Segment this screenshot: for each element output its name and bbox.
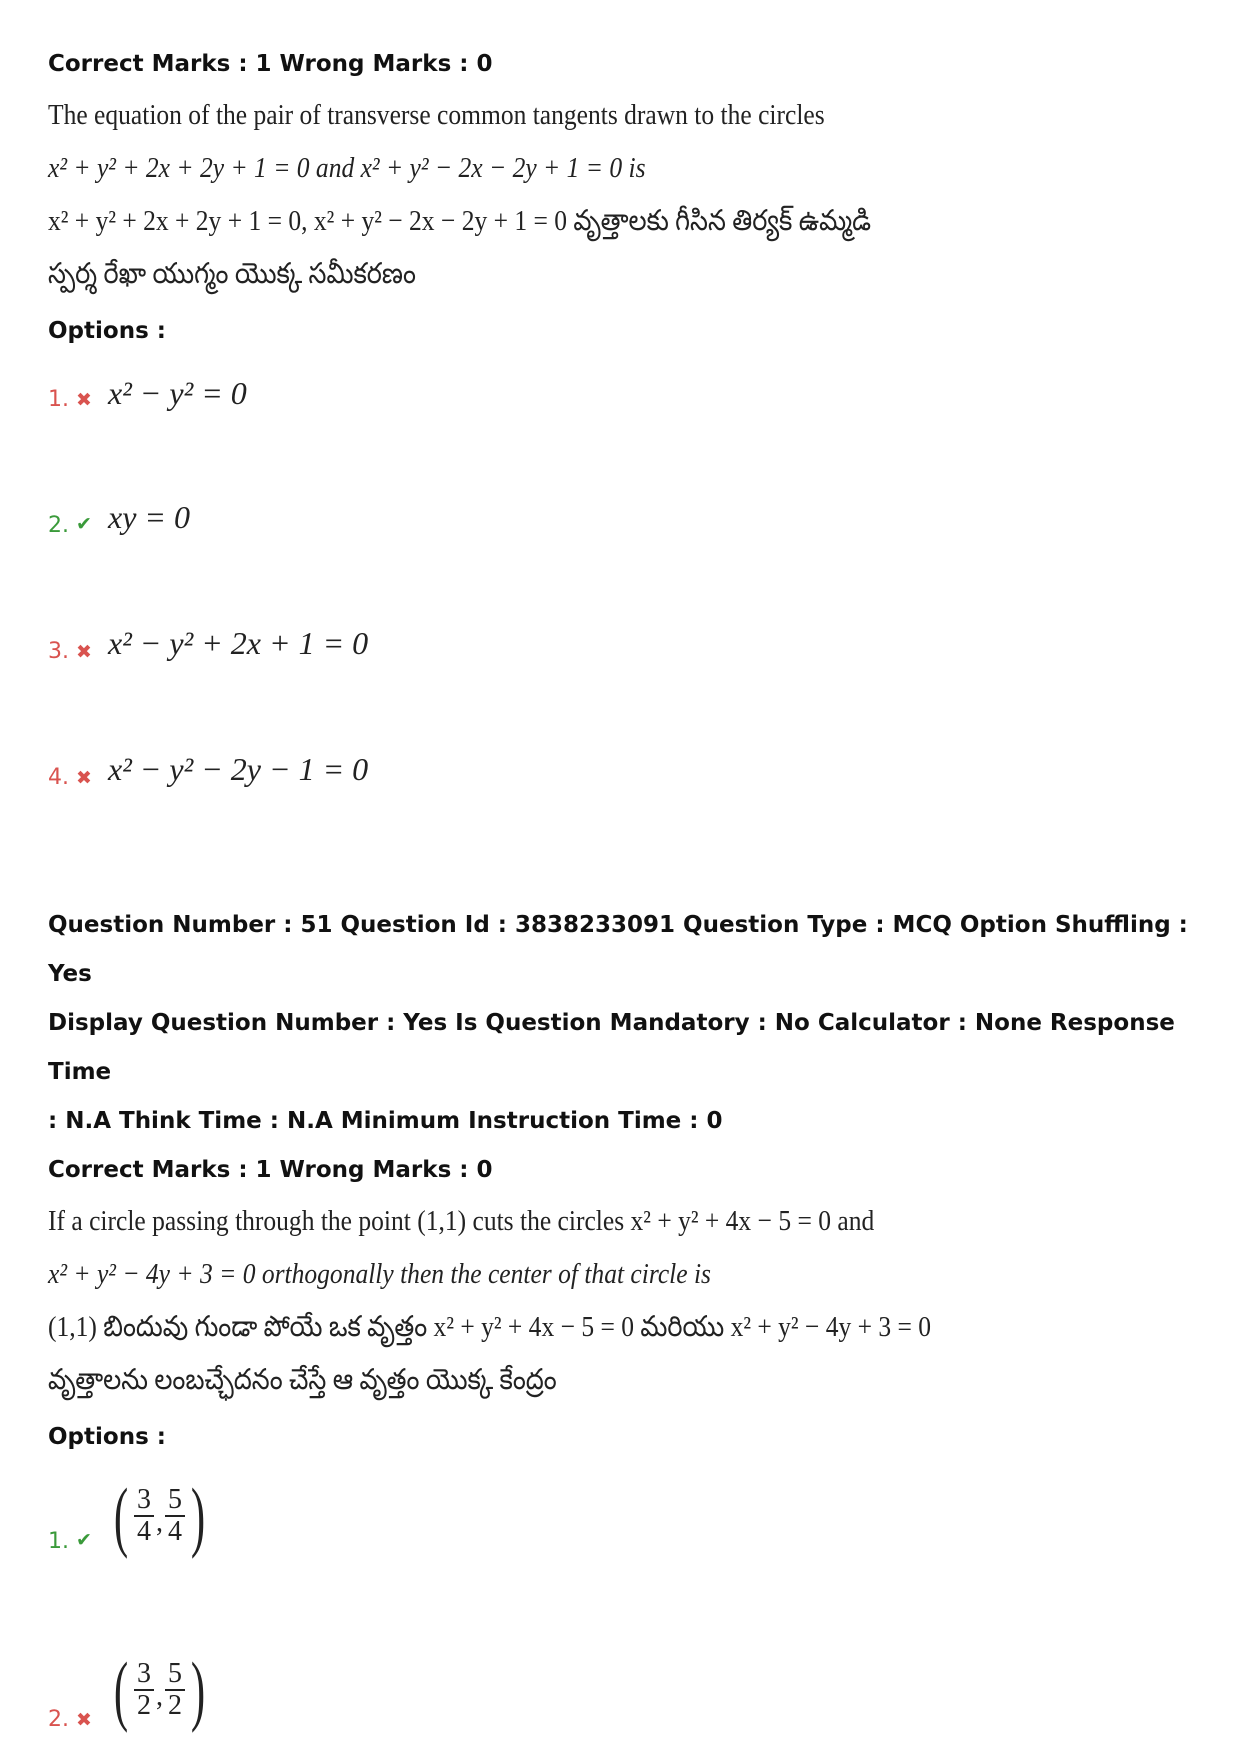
q50-marks: Correct Marks : 1 Wrong Marks : 0	[48, 51, 493, 77]
fraction-1	[134, 1485, 154, 1547]
denominator: 2	[136, 1690, 151, 1721]
q50-text-line-4: స్పర్శ రేఖా యుగ్మం యొక్క సమీకరణం	[48, 258, 416, 290]
option-number: 3.	[48, 639, 69, 664]
numerator: 3	[136, 1484, 151, 1515]
check-mark-icon: ✔	[76, 513, 92, 535]
q51-text-line-1: If a circle passing through the point (1,1) cuts the circles x² + y² + 4x − 5 = 0 and	[48, 1205, 875, 1237]
option-expression: x² − y² + 2x + 1 = 0	[108, 625, 369, 661]
q50-option-4	[48, 747, 1208, 901]
option-number: 2.	[48, 1707, 69, 1732]
q51-options-label: Options :	[48, 1424, 166, 1450]
q50-text-line-3: x² + y² + 2x + 2y + 1 = 0, x² + y² − 2x − 2y + 1 = 0 వృత్తాలకు గీసిన తిర్యక్ ఉమ్మడి	[48, 205, 871, 237]
numerator: 5	[167, 1484, 182, 1515]
left-paren: (	[113, 1472, 129, 1559]
option-fraction-pair	[108, 1646, 211, 1733]
question-page	[48, 40, 1208, 1749]
option-expression: x² − y² = 0	[108, 375, 247, 411]
q50-options-label: Options :	[48, 318, 166, 344]
q50-option-2	[48, 495, 1208, 621]
option-number: 4.	[48, 765, 69, 790]
q51-meta-line-2: Display Question Number : Yes Is Question Mandatory : No Calculator : None Response Time	[48, 1010, 1175, 1085]
numerator: 5	[167, 1658, 182, 1689]
q50-text-line-2: x² + y² + 2x + 2y + 1 = 0 and x² + y² − 2x − 2y + 1 = 0 is	[48, 152, 646, 184]
option-number: 1.	[48, 387, 69, 412]
right-paren: )	[190, 1472, 206, 1559]
numerator: 3	[136, 1658, 151, 1689]
right-paren: )	[190, 1646, 206, 1733]
q51-option-1	[48, 1459, 1208, 1629]
q51-meta-line-1: Question Number : 51 Question Id : 3838233091 Question Type : MCQ Option Shuffling : Yes	[48, 912, 1188, 987]
comma: ,	[155, 1681, 163, 1712]
option-number: 2.	[48, 513, 69, 538]
wrong-mark-icon: ✖	[76, 389, 92, 411]
denominator: 4	[167, 1516, 182, 1547]
q51-text-line-2: x² + y² − 4y + 3 = 0 orthogonally then the center of that circle is	[48, 1258, 711, 1290]
q51-meta-line-3: : N.A Think Time : N.A Minimum Instruction Time : 0	[48, 1108, 723, 1134]
q51-text-line-3: (1,1) బిందువు గుండా పోయే ఒక వృత్తం x² + y² + 4x − 5 = 0 మరియు x² + y² − 4y + 3 = 0	[48, 1311, 932, 1343]
comma: ,	[155, 1507, 163, 1538]
left-paren: (	[113, 1646, 129, 1733]
check-mark-icon: ✔	[76, 1529, 92, 1551]
option-expression: xy = 0	[108, 499, 190, 535]
option-expression: x² − y² − 2y − 1 = 0	[108, 751, 369, 787]
wrong-mark-icon: ✖	[76, 767, 92, 789]
fraction-2	[165, 1659, 185, 1721]
wrong-mark-icon: ✖	[76, 1709, 92, 1731]
option-fraction-pair	[108, 1472, 211, 1559]
fraction-1	[134, 1659, 154, 1721]
q50-option-1	[48, 369, 1208, 495]
q51-text-line-4: వృత్తాలను లంబచ్ఛేదనం చేస్తే ఆ వృత్తం యొక్క కేంద్రం	[48, 1364, 557, 1396]
option-number: 1.	[48, 1529, 69, 1554]
q51-marks: Correct Marks : 1 Wrong Marks : 0	[48, 1157, 493, 1183]
q51-option-2	[48, 1629, 1208, 1749]
q50-text-line-1: The equation of the pair of transverse common tangents drawn to the circles	[48, 99, 825, 131]
wrong-mark-icon: ✖	[76, 641, 92, 663]
fraction-2	[165, 1485, 185, 1547]
q50-option-3	[48, 621, 1208, 747]
denominator: 2	[167, 1690, 182, 1721]
denominator: 4	[136, 1516, 151, 1547]
